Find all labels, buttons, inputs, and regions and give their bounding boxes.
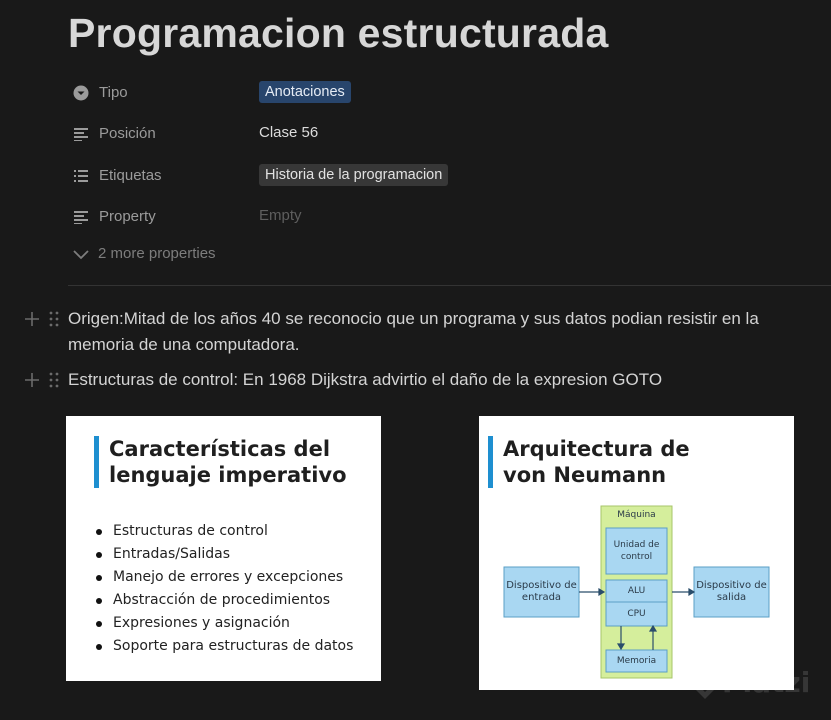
property-name: Tipo (99, 84, 128, 101)
list-icon (72, 167, 90, 185)
drag-handle-icon[interactable] (48, 310, 60, 328)
property-name: Property (99, 208, 156, 225)
text-block[interactable]: Origen:Mitad de los años 40 se reconocio que un programa y sus datos podian resistir en la memoria de una computadora. (68, 309, 759, 354)
list-item: Abstracción de procedimientos (96, 589, 353, 612)
empty-placeholder: Empty (259, 207, 302, 224)
alu-label: ALU (627, 586, 646, 596)
property-row-etiquetas[interactable] (72, 163, 812, 189)
drag-handle-icon[interactable] (48, 371, 60, 389)
list-item: Estructuras de control (96, 520, 353, 543)
chevron-down-icon (72, 248, 90, 260)
watermark-text: Platzi (722, 666, 811, 699)
property-value-posicion[interactable] (259, 121, 318, 141)
text-block[interactable]: Estructuras de control: En 1968 Dijkstra advirtio el daño de la expresion GOTO (68, 370, 663, 389)
output-device-label: Dispositivo de salida (696, 580, 767, 603)
platzi-logo-icon (688, 667, 722, 701)
text-lines-icon (72, 125, 90, 143)
list-item: Entradas/Salidas (96, 543, 353, 566)
machine-label: Máquina (617, 510, 656, 520)
image-title: Arquitectura de von Neumann (488, 436, 690, 488)
property-row-property[interactable] (72, 204, 812, 230)
divider (68, 285, 831, 286)
property-name: Posición (99, 125, 156, 142)
plus-icon[interactable] (23, 310, 41, 328)
property-value-property[interactable] (259, 204, 302, 224)
list-item: Expresiones y asignación (96, 612, 353, 635)
list-item: Manejo de errores y excepciones (96, 566, 353, 589)
more-properties-toggle[interactable] (72, 245, 216, 262)
list-item: Soporte para estructuras de datos (96, 635, 353, 658)
chevron-circle-icon (72, 84, 90, 102)
tag-historia: Historia de la programacion (259, 164, 448, 186)
image-title: Características del lenguaje imperativo (94, 436, 347, 488)
plus-icon[interactable] (23, 371, 41, 389)
platzi-watermark (688, 666, 810, 701)
more-properties-label: 2 more properties (98, 245, 216, 262)
input-device-label: Dispositivo de entrada (506, 580, 577, 603)
control-unit-label: Unidad de control (613, 540, 660, 562)
property-row-posicion[interactable] (72, 121, 812, 147)
property-value-tipo[interactable] (259, 80, 351, 103)
feature-list (96, 520, 353, 658)
image-caracteristicas[interactable] (66, 416, 381, 681)
tag-anotaciones: Anotaciones (259, 81, 351, 103)
property-text: Clase 56 (259, 124, 319, 141)
property-name: Etiquetas (99, 167, 162, 184)
page-title[interactable]: Programacion estructurada (68, 10, 609, 56)
image-von-neumann[interactable] (479, 416, 794, 690)
cpu-label: CPU (627, 609, 646, 619)
text-lines-icon (72, 208, 90, 226)
memory-label: Memoria (616, 656, 657, 666)
property-row-tipo[interactable] (72, 80, 812, 106)
property-value-etiquetas[interactable] (259, 163, 448, 186)
